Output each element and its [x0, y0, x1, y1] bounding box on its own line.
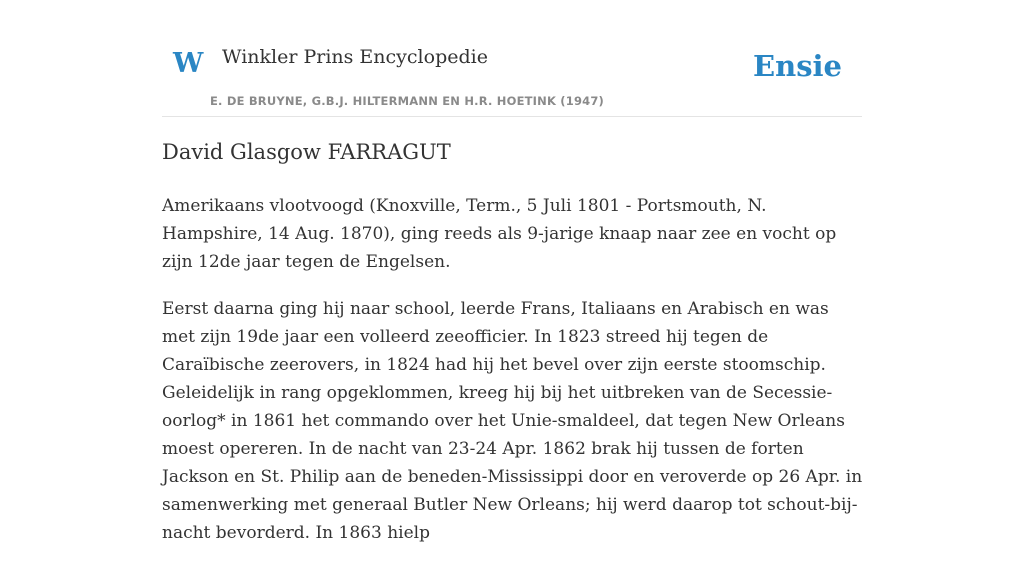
winkler-prins-logo-icon[interactable]: W: [173, 48, 204, 79]
site-header: [162, 0, 862, 117]
article-title: David Glasgow FARRAGUT: [162, 140, 451, 164]
article-body: [162, 192, 864, 566]
article-paragraph: Amerikaans vlootvoogd (Knoxville, Term., 5 Juli 1801 - Portsmouth, N. Hampshire, 14 Aug. 1870), ging reeds als 9-jarige knaap naar zee en vocht op zijn 12de jaar tegen de Engelsen.: [162, 196, 837, 272]
article-paragraph: Eerst daarna ging hij naar school, leerde Frans, Italiaans en Arabisch en was met zijn 19de jaar een volleerd zeeofficier. In 1823 streed hij tegen de Caraïbische zeerovers, in 1824 had hij het bevel over zijn eerste stoomschip. Geleidelijk in rang opgeklommen, kreeg hij bij het uitbreken van de Secessie-oorlog* in 1861 het commando over het Unie-smaldeel, dat tegen New Orleans moest opereren. In de nacht van 23-24 Apr. 1862 brak hij tussen de forten Jackson en St. Philip aan de beneden-Mississippi door en veroverde op 26 Apr. in samenwerking met generaal Butler New Orleans; hij werd daarop tot schout-bij-nacht bevorderd. In 1863 hielp: [162, 299, 863, 543]
encyclopedia-title[interactable]: Winkler Prins Encyclopedie: [222, 46, 488, 68]
encyclopedia-authors: E. DE BRUYNE, G.B.J. HILTERMANN EN H.R. HOETINK (1947): [210, 94, 605, 108]
ensie-logo[interactable]: Ensie: [753, 49, 842, 83]
